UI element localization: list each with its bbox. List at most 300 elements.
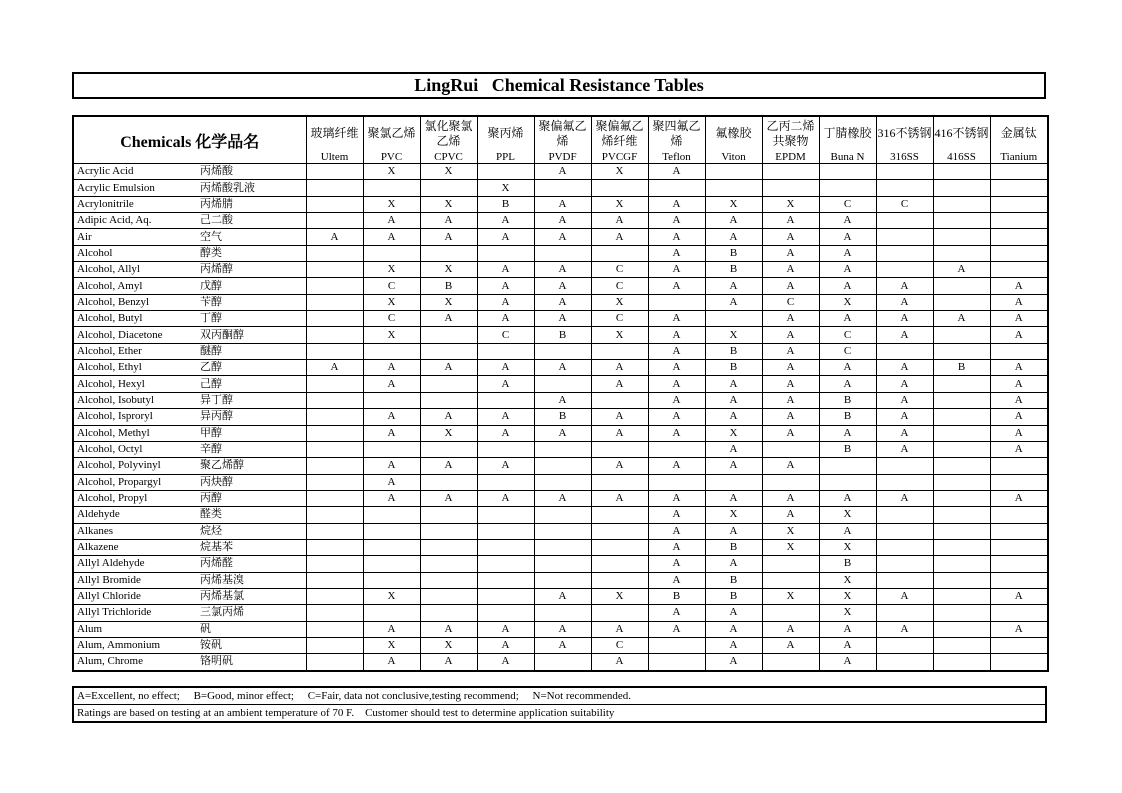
- rating-cell: A: [363, 425, 420, 441]
- rating-cell: X: [705, 507, 762, 523]
- table-row: [73, 360, 1048, 376]
- rating-cell: [933, 229, 990, 245]
- rating-cell: [591, 523, 648, 539]
- chemical-name-zh: 丁醇: [198, 311, 306, 327]
- rating-cell: A: [648, 539, 705, 555]
- rating-cell: C: [591, 278, 648, 294]
- rating-cell: [306, 572, 363, 588]
- rating-cell: X: [762, 539, 819, 555]
- rating-cell: A: [762, 311, 819, 327]
- table-row: [73, 572, 1048, 588]
- rating-cell: [990, 245, 1048, 261]
- rating-cell: [306, 654, 363, 671]
- rating-cell: A: [477, 637, 534, 653]
- rating-cell: A: [477, 621, 534, 637]
- rating-cell: A: [705, 294, 762, 310]
- rating-cell: [306, 245, 363, 261]
- material-header-zh: 乙丙二烯共聚物: [762, 116, 819, 150]
- rating-cell: [420, 474, 477, 490]
- rating-cell: A: [876, 621, 933, 637]
- rating-cell: B: [705, 588, 762, 604]
- material-header-en: CPVC: [420, 150, 477, 164]
- rating-cell: A: [363, 213, 420, 229]
- rating-cell: [420, 556, 477, 572]
- rating-cell: A: [591, 654, 648, 671]
- rating-cell: [990, 539, 1048, 555]
- rating-cell: [534, 539, 591, 555]
- rating-cell: A: [990, 327, 1048, 343]
- rating-cell: [933, 343, 990, 359]
- rating-cell: X: [591, 327, 648, 343]
- rating-cell: C: [591, 311, 648, 327]
- rating-cell: X: [762, 588, 819, 604]
- rating-cell: C: [819, 343, 876, 359]
- table-row: [73, 311, 1048, 327]
- rating-cell: [933, 490, 990, 506]
- chemical-name-zh: 丙烯腈: [198, 196, 306, 212]
- rating-cell: [990, 572, 1048, 588]
- rating-cell: [534, 474, 591, 490]
- rating-cell: [876, 605, 933, 621]
- rating-cell: [591, 343, 648, 359]
- chemical-name-zh: 丙烯醇: [198, 262, 306, 278]
- rating-cell: A: [933, 262, 990, 278]
- rating-cell: A: [705, 523, 762, 539]
- rating-cell: A: [990, 360, 1048, 376]
- chemical-name-en: Alkanes: [73, 523, 198, 539]
- chemical-name-en: Alcohol, Isobutyl: [73, 392, 198, 408]
- chemical-name-zh: 异丁醇: [198, 392, 306, 408]
- rating-cell: [990, 556, 1048, 572]
- rating-cell: A: [705, 229, 762, 245]
- chemical-resistance-table: [72, 115, 1049, 672]
- rating-cell: A: [990, 441, 1048, 457]
- rating-cell: X: [363, 262, 420, 278]
- rating-cell: [990, 523, 1048, 539]
- rating-cell: A: [819, 654, 876, 671]
- rating-cell: X: [819, 572, 876, 588]
- table-row: [73, 621, 1048, 637]
- rating-cell: A: [705, 621, 762, 637]
- rating-cell: B: [705, 245, 762, 261]
- rating-cell: [876, 637, 933, 653]
- material-header-en: EPDM: [762, 150, 819, 164]
- rating-cell: A: [933, 311, 990, 327]
- chemical-name-en: Alum, Ammonium: [73, 637, 198, 653]
- table-row: [73, 409, 1048, 425]
- rating-cell: B: [705, 360, 762, 376]
- rating-cell: [420, 523, 477, 539]
- rating-cell: A: [534, 278, 591, 294]
- rating-cell: [648, 180, 705, 196]
- rating-cell: [363, 605, 420, 621]
- rating-cell: [306, 523, 363, 539]
- rating-cell: B: [477, 196, 534, 212]
- table-row: [73, 474, 1048, 490]
- rating-cell: A: [990, 392, 1048, 408]
- rating-cell: [306, 164, 363, 180]
- rating-cell: A: [819, 278, 876, 294]
- rating-cell: X: [762, 196, 819, 212]
- rating-cell: A: [705, 278, 762, 294]
- rating-cell: [876, 343, 933, 359]
- rating-cell: [363, 556, 420, 572]
- legend: [72, 686, 1047, 723]
- rating-cell: [363, 539, 420, 555]
- chemical-name-zh: 丙烯酸: [198, 164, 306, 180]
- rating-cell: [876, 180, 933, 196]
- rating-cell: B: [420, 278, 477, 294]
- rating-cell: [876, 556, 933, 572]
- rating-cell: A: [876, 425, 933, 441]
- rating-cell: B: [705, 539, 762, 555]
- rating-cell: [876, 523, 933, 539]
- rating-cell: [705, 311, 762, 327]
- rating-cell: A: [990, 621, 1048, 637]
- chemical-name-en: Acrylic Acid: [73, 164, 198, 180]
- rating-cell: A: [648, 311, 705, 327]
- rating-cell: B: [534, 409, 591, 425]
- rating-cell: A: [648, 605, 705, 621]
- rating-cell: [306, 311, 363, 327]
- rating-cell: [648, 654, 705, 671]
- chemical-name-zh: 丙烯酸乳液: [198, 180, 306, 196]
- material-header-zh: 丁腈橡胶: [819, 116, 876, 150]
- rating-cell: A: [534, 637, 591, 653]
- rating-cell: [876, 262, 933, 278]
- rating-cell: A: [420, 458, 477, 474]
- rating-cell: A: [819, 376, 876, 392]
- rating-cell: A: [762, 245, 819, 261]
- rating-cell: [534, 523, 591, 539]
- rating-cell: X: [591, 294, 648, 310]
- rating-cell: A: [363, 360, 420, 376]
- rating-cell: A: [648, 360, 705, 376]
- rating-cell: [306, 213, 363, 229]
- rating-cell: [363, 441, 420, 457]
- rating-cell: [990, 343, 1048, 359]
- rating-cell: A: [705, 654, 762, 671]
- rating-cell: [534, 180, 591, 196]
- material-header-zh: 聚偏氟乙烯纤维: [591, 116, 648, 150]
- rating-cell: [420, 605, 477, 621]
- rating-cell: A: [420, 311, 477, 327]
- rating-cell: A: [762, 409, 819, 425]
- rating-cell: [363, 572, 420, 588]
- rating-cell: [534, 572, 591, 588]
- rating-cell: A: [648, 490, 705, 506]
- rating-cell: [534, 556, 591, 572]
- rating-cell: A: [648, 621, 705, 637]
- rating-cell: [933, 523, 990, 539]
- chemical-name-en: Alcohol, Hexyl: [73, 376, 198, 392]
- rating-cell: A: [534, 294, 591, 310]
- material-header-en: PVDF: [534, 150, 591, 164]
- rating-cell: X: [819, 507, 876, 523]
- rating-cell: A: [762, 621, 819, 637]
- material-header-zh: 金属钛: [990, 116, 1048, 150]
- material-header-zh: 聚丙烯: [477, 116, 534, 150]
- chemical-name-zh: 丙炔醇: [198, 474, 306, 490]
- chemical-name-zh: 醇类: [198, 245, 306, 261]
- rating-cell: A: [477, 409, 534, 425]
- rating-cell: [477, 605, 534, 621]
- rating-cell: X: [420, 425, 477, 441]
- rating-cell: A: [477, 229, 534, 245]
- legend-ratings: A=Excellent, no effect; B=Good, minor effect; C=Fair, data not conclusive,testing recommend; N=Not recommended.: [77, 690, 631, 702]
- rating-cell: A: [819, 637, 876, 653]
- rating-cell: C: [762, 294, 819, 310]
- rating-cell: [876, 572, 933, 588]
- rating-cell: X: [591, 196, 648, 212]
- rating-cell: A: [363, 654, 420, 671]
- chemical-name-en: Alkazene: [73, 539, 198, 555]
- rating-cell: A: [762, 229, 819, 245]
- chemical-name-en: Alcohol, Methyl: [73, 425, 198, 441]
- rating-cell: A: [705, 490, 762, 506]
- rating-cell: [762, 474, 819, 490]
- rating-cell: A: [705, 458, 762, 474]
- rating-cell: [933, 245, 990, 261]
- table-row: [73, 523, 1048, 539]
- rating-cell: A: [534, 490, 591, 506]
- rating-cell: X: [819, 588, 876, 604]
- rating-cell: [591, 441, 648, 457]
- rating-cell: A: [420, 409, 477, 425]
- chemical-name-en: Alcohol, Polyvinyl: [73, 458, 198, 474]
- rating-cell: [306, 294, 363, 310]
- rating-cell: A: [477, 360, 534, 376]
- rating-cell: [306, 441, 363, 457]
- chemical-name-zh: 双丙酮醇: [198, 327, 306, 343]
- table-row: [73, 294, 1048, 310]
- chemical-name-en: Allyl Trichloride: [73, 605, 198, 621]
- rating-cell: A: [648, 327, 705, 343]
- rating-cell: A: [762, 213, 819, 229]
- rating-cell: X: [420, 637, 477, 653]
- chemical-name-en: Allyl Chloride: [73, 588, 198, 604]
- rating-cell: B: [534, 327, 591, 343]
- chemical-name-zh: 异丙醇: [198, 409, 306, 425]
- rating-cell: [819, 180, 876, 196]
- rating-cell: A: [648, 392, 705, 408]
- rating-cell: [306, 376, 363, 392]
- rating-cell: A: [306, 360, 363, 376]
- rating-cell: [306, 588, 363, 604]
- rating-cell: B: [819, 556, 876, 572]
- rating-cell: A: [819, 262, 876, 278]
- rating-cell: [876, 507, 933, 523]
- rating-cell: [648, 474, 705, 490]
- rating-cell: X: [363, 588, 420, 604]
- rating-cell: A: [648, 376, 705, 392]
- rating-cell: A: [591, 490, 648, 506]
- rating-cell: A: [705, 556, 762, 572]
- rating-cell: [876, 229, 933, 245]
- chemical-name-zh: 辛醇: [198, 441, 306, 457]
- rating-cell: A: [876, 360, 933, 376]
- material-header-zh: 聚偏氟乙烯: [534, 116, 591, 150]
- rating-cell: A: [534, 229, 591, 245]
- rating-cell: [819, 164, 876, 180]
- rating-cell: [933, 474, 990, 490]
- table-row: [73, 229, 1048, 245]
- rating-cell: C: [876, 196, 933, 212]
- rating-cell: A: [477, 425, 534, 441]
- chemical-name-en: Alcohol, Octyl: [73, 441, 198, 457]
- rating-cell: A: [648, 572, 705, 588]
- rating-cell: A: [591, 409, 648, 425]
- rating-cell: [306, 507, 363, 523]
- chemical-name-zh: 己醇: [198, 376, 306, 392]
- rating-cell: A: [762, 458, 819, 474]
- rating-cell: [990, 637, 1048, 653]
- rating-cell: [591, 507, 648, 523]
- rating-cell: A: [876, 490, 933, 506]
- rating-cell: A: [477, 458, 534, 474]
- chemical-name-zh: 醛类: [198, 507, 306, 523]
- rating-cell: [306, 637, 363, 653]
- rating-cell: A: [534, 425, 591, 441]
- rating-cell: A: [648, 556, 705, 572]
- rating-cell: [591, 392, 648, 408]
- rating-cell: [933, 621, 990, 637]
- rating-cell: A: [648, 458, 705, 474]
- rating-cell: A: [648, 409, 705, 425]
- table-row: [73, 556, 1048, 572]
- rating-cell: [534, 245, 591, 261]
- chemical-name-zh: 烷基苯: [198, 539, 306, 555]
- rating-cell: [933, 164, 990, 180]
- rating-cell: A: [648, 343, 705, 359]
- rating-cell: A: [819, 213, 876, 229]
- table-row: [73, 654, 1048, 671]
- rating-cell: [990, 507, 1048, 523]
- material-header-zh: 氟橡胶: [705, 116, 762, 150]
- rating-cell: [363, 343, 420, 359]
- material-header-zh: 416不锈钢: [933, 116, 990, 150]
- rating-cell: A: [762, 278, 819, 294]
- rating-cell: A: [534, 213, 591, 229]
- chemical-name-zh: 甲醇: [198, 425, 306, 441]
- rating-cell: [306, 621, 363, 637]
- rating-cell: [306, 409, 363, 425]
- rating-cell: [477, 392, 534, 408]
- rating-cell: [306, 425, 363, 441]
- chemical-name-en: Alcohol, Benzyl: [73, 294, 198, 310]
- chemical-name-zh: 己二酸: [198, 213, 306, 229]
- rating-cell: A: [477, 262, 534, 278]
- rating-cell: [306, 262, 363, 278]
- rating-cell: A: [876, 376, 933, 392]
- rating-cell: A: [762, 392, 819, 408]
- rating-cell: [933, 278, 990, 294]
- rating-cell: [534, 343, 591, 359]
- rating-cell: [933, 327, 990, 343]
- chemical-name-en: Alcohol: [73, 245, 198, 261]
- rating-cell: [591, 556, 648, 572]
- rating-cell: A: [990, 294, 1048, 310]
- rating-cell: A: [705, 213, 762, 229]
- rating-cell: A: [876, 392, 933, 408]
- table-row: [73, 196, 1048, 212]
- rating-cell: A: [819, 523, 876, 539]
- rating-cell: [933, 654, 990, 671]
- rating-cell: [990, 164, 1048, 180]
- rating-cell: [477, 507, 534, 523]
- rating-cell: B: [705, 572, 762, 588]
- rating-cell: [420, 441, 477, 457]
- material-header-en: Teflon: [648, 150, 705, 164]
- rating-cell: A: [534, 392, 591, 408]
- rating-cell: A: [648, 245, 705, 261]
- rating-cell: [534, 654, 591, 671]
- rating-cell: A: [705, 605, 762, 621]
- rating-cell: X: [420, 196, 477, 212]
- chemical-name-zh: 丙醇: [198, 490, 306, 506]
- rating-cell: C: [819, 196, 876, 212]
- table-row: [73, 262, 1048, 278]
- rating-cell: A: [420, 621, 477, 637]
- rating-cell: A: [876, 294, 933, 310]
- rating-cell: X: [705, 425, 762, 441]
- rating-cell: B: [819, 441, 876, 457]
- table-row: [73, 245, 1048, 261]
- chemical-name-zh: 醚醇: [198, 343, 306, 359]
- rating-cell: [933, 441, 990, 457]
- table-row: [73, 458, 1048, 474]
- rating-cell: A: [990, 490, 1048, 506]
- rating-cell: [591, 572, 648, 588]
- rating-cell: [363, 180, 420, 196]
- rating-cell: A: [876, 327, 933, 343]
- rating-cell: [933, 556, 990, 572]
- rating-cell: A: [648, 507, 705, 523]
- chemical-name-zh: 矾: [198, 621, 306, 637]
- rating-cell: A: [876, 311, 933, 327]
- chemical-name-zh: 烷烃: [198, 523, 306, 539]
- rating-cell: A: [876, 588, 933, 604]
- rating-cell: [477, 572, 534, 588]
- rating-cell: A: [705, 409, 762, 425]
- legend-note: Ratings are based on testing at an ambient temperature of 70 F. Customer should test to determine application suitability: [74, 704, 1045, 721]
- rating-cell: [876, 654, 933, 671]
- material-header-en: 416SS: [933, 150, 990, 164]
- rating-cell: X: [363, 294, 420, 310]
- material-header-en: Buna N: [819, 150, 876, 164]
- rating-cell: [420, 539, 477, 555]
- rating-cell: [762, 605, 819, 621]
- rating-cell: [306, 196, 363, 212]
- rating-cell: A: [534, 588, 591, 604]
- rating-cell: X: [363, 196, 420, 212]
- rating-cell: A: [420, 360, 477, 376]
- material-header-en: Ultem: [306, 150, 363, 164]
- rating-cell: A: [876, 278, 933, 294]
- rating-cell: A: [591, 458, 648, 474]
- rating-cell: B: [819, 409, 876, 425]
- rating-cell: [363, 245, 420, 261]
- rating-cell: [990, 262, 1048, 278]
- rating-cell: C: [477, 327, 534, 343]
- rating-cell: [990, 196, 1048, 212]
- chemical-name-en: Alcohol, Ether: [73, 343, 198, 359]
- chemical-name-en: Adipic Acid, Aq.: [73, 213, 198, 229]
- rating-cell: A: [363, 376, 420, 392]
- rating-cell: [420, 343, 477, 359]
- rating-cell: C: [363, 311, 420, 327]
- rating-cell: [990, 458, 1048, 474]
